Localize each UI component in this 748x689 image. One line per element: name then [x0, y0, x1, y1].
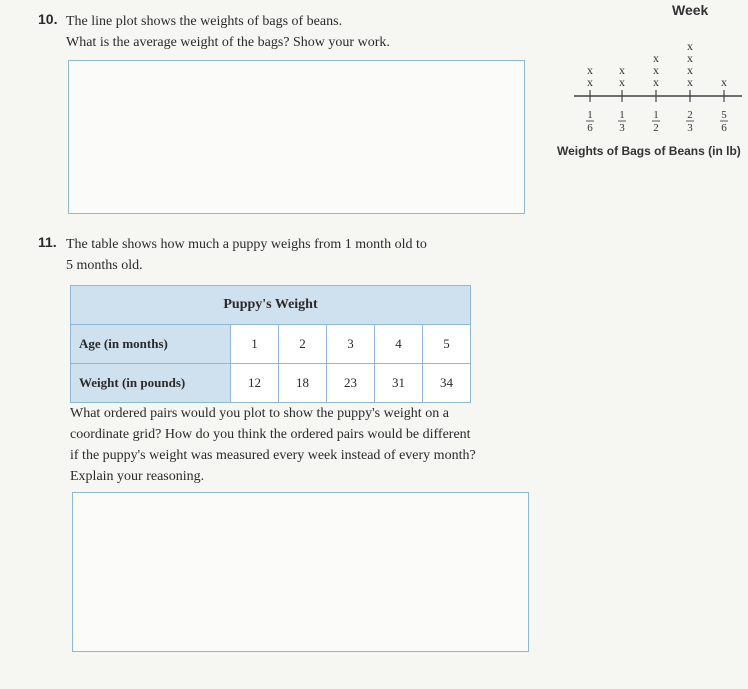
plot-x-mark: x: [653, 51, 659, 65]
tick-label-numerator: 5: [721, 109, 727, 121]
table-cell: 18: [279, 364, 327, 403]
tick-label-denominator: 6: [721, 122, 727, 134]
line-plot: [560, 26, 748, 138]
question-11-number: 11.: [38, 234, 57, 250]
plot-x-mark: x: [653, 63, 659, 77]
puppy-weight-table: [70, 285, 471, 403]
table-cell: 1: [231, 325, 279, 364]
line-plot-title: Week: [672, 2, 709, 18]
plot-x-mark: x: [587, 75, 593, 89]
table-cell: 12: [231, 364, 279, 403]
table-cell: 34: [423, 364, 471, 403]
plot-x-mark: x: [619, 75, 625, 89]
question-10-answer-box[interactable]: [68, 60, 525, 214]
question-11-answer-box[interactable]: [72, 492, 529, 652]
tick-label-denominator: 3: [687, 122, 693, 134]
plot-x-mark: x: [687, 75, 693, 89]
tick-label-numerator: 2: [687, 109, 693, 121]
table-title-row: [71, 286, 471, 325]
tick-label-denominator: 2: [653, 122, 659, 134]
plot-x-mark: x: [687, 51, 693, 65]
plot-x-mark: x: [687, 39, 693, 53]
tick-label-numerator: 1: [587, 109, 593, 121]
table-row-weight: [71, 364, 471, 403]
plot-x-mark: x: [587, 63, 593, 77]
plot-x-mark: x: [619, 63, 625, 77]
plot-x-mark: x: [653, 75, 659, 89]
plot-x-mark: x: [721, 75, 727, 89]
tick-label-denominator: 6: [587, 122, 593, 134]
question-10-number: 10.: [38, 11, 58, 27]
table-cell: 3: [327, 325, 375, 364]
table-cell: 23: [327, 364, 375, 403]
tick-label-numerator: 1: [653, 109, 659, 121]
plot-x-mark: x: [687, 63, 693, 77]
table-cell: 4: [375, 325, 423, 364]
question-11-text: The table shows how much a puppy weighs from 1 month old to 5 months old.: [66, 237, 427, 273]
table-cell: 5: [423, 325, 471, 364]
tick-label-numerator: 1: [619, 109, 625, 121]
tick-label-denominator: 3: [619, 122, 625, 134]
question-11-followup: What ordered pairs would you plot to show the puppy's weight on a coordinate grid? How do you think the ordered pairs would be different if the puppy's weight was measured every week instead of every month? Explain your reasoning.: [70, 406, 476, 484]
line-plot-x-label: Weights of Bags of Beans (in lb): [557, 144, 741, 158]
table-title: Puppy's Weight: [71, 286, 471, 325]
table-cell: 2: [279, 325, 327, 364]
table-cell: 31: [375, 364, 423, 403]
row-label-age: Age (in months): [71, 325, 231, 364]
table-row-age: [71, 325, 471, 364]
question-10-text: The line plot shows the weights of bags of beans. What is the average weight of the bags? Show your work.: [66, 14, 390, 50]
row-label-weight: Weight (in pounds): [71, 364, 231, 403]
